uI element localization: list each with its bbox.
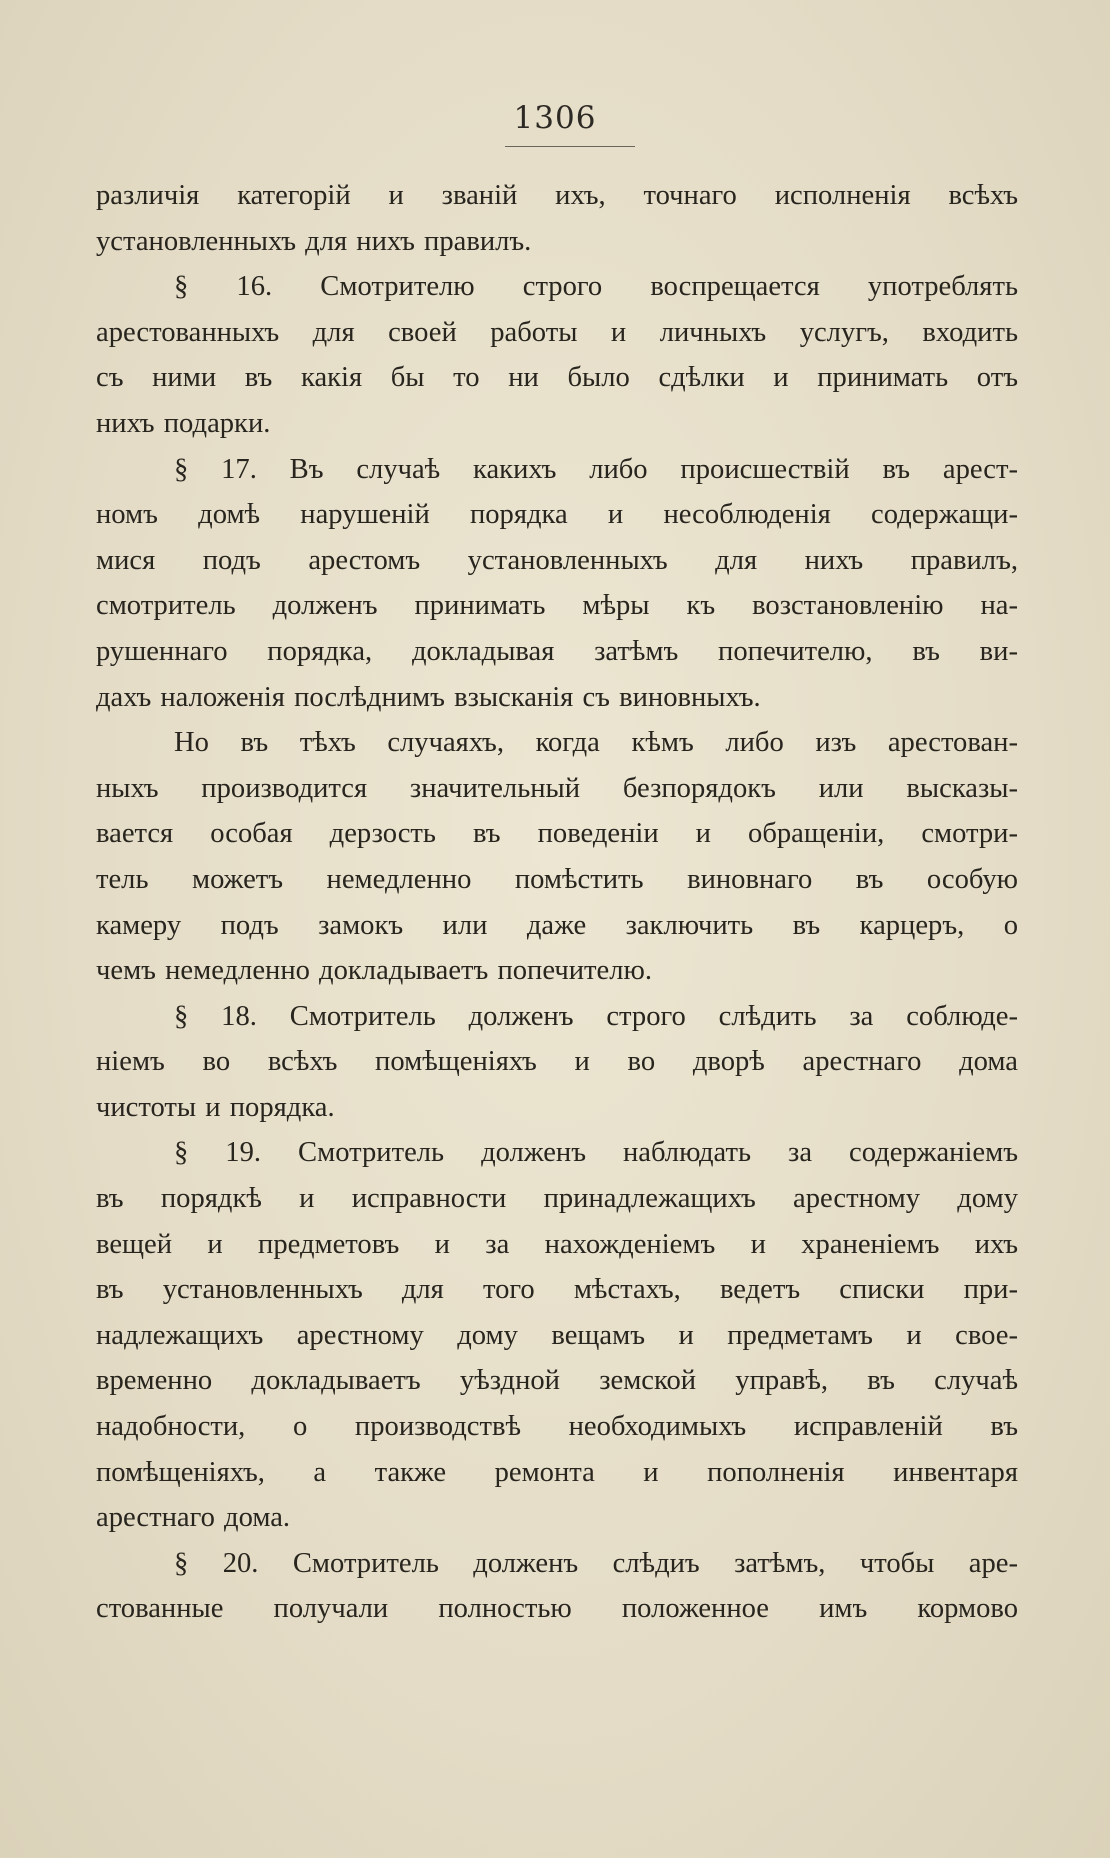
- text-line: различія категорій и званій ихъ, точнаго исполненія всѣхъ: [96, 180, 1018, 211]
- text-line: арестнаго дома.: [96, 1502, 291, 1534]
- text-line: арестованныхъ для своей работы и личныхъ услугъ, входить: [96, 316, 1018, 348]
- text-line: § 20. Смотритель долженъ слѣдиъ затѣмъ, чтобы аре-: [174, 1547, 1018, 1579]
- text-line: § 16. Смотрителю строго воспрещается употреблять: [174, 271, 1018, 303]
- text-line: чистоты и порядка.: [96, 1091, 335, 1123]
- text-line: стованные получали полностью положенное имъ кормово: [96, 1593, 1018, 1625]
- text-line: вещей и предметовъ и за нахожденіемъ и храненіемъ ихъ: [96, 1228, 1018, 1260]
- text-line: въ установленныхъ для того мѣстахъ, ведетъ списки при-: [96, 1274, 1018, 1306]
- text-line: номъ домѣ нарушеній порядка и несоблюденія содержащи-: [96, 499, 1018, 531]
- text-line: мися подъ арестомъ установленныхъ для нихъ правилъ,: [96, 544, 1018, 576]
- text-line: надобности, о производствѣ необходимыхъ исправленій въ: [96, 1411, 1018, 1443]
- text-line: смотритель долженъ принимать мѣры къ возстановленію на-: [96, 590, 1018, 622]
- text-line: камеру подъ замокъ или даже заключить въ карцеръ, о: [96, 909, 1018, 941]
- text-line: § 17. Въ случаѣ какихъ либо происшествій въ арест-: [174, 453, 1018, 485]
- text-line: помѣщеніяхъ, а также ремонта и пополненія инвентаря: [96, 1456, 1018, 1488]
- body-text: [96, 173, 1018, 1632]
- text-line: установленныхъ для нихъ правилъ.: [96, 225, 532, 257]
- text-line: съ ними въ какія бы то ни было сдѣлки и принимать отъ: [96, 362, 1018, 394]
- text-line: вается особая дерзость въ поведеніи и обращеніи, смотри-: [96, 818, 1018, 850]
- text-line: § 18. Смотритель долженъ строго слѣдить за соблюде-: [174, 1000, 1018, 1032]
- text-line: Но въ тѣхъ случаяхъ, когда кѣмъ либо изъ арестован-: [174, 727, 1018, 759]
- text-line: рушеннаго порядка, докладывая затѣмъ попечителю, въ ви-: [96, 635, 1018, 667]
- text-line: нихъ подарки.: [96, 407, 271, 439]
- header-rule: [505, 146, 635, 147]
- text-line: чемъ немедленно докладываетъ попечителю.: [96, 955, 652, 987]
- text-line: § 19. Смотритель долженъ наблюдать за содержаніемъ: [174, 1137, 1018, 1169]
- text-line: дахъ наложенія послѣднимъ взысканія съ виновныхъ.: [96, 681, 761, 713]
- text-line: ныхъ производится значительный безпорядокъ или высказы-: [96, 772, 1018, 804]
- text-line: временно докладываетъ уѣздной земской управѣ, въ случаѣ: [96, 1365, 1018, 1397]
- text-line: ніемъ во всѣхъ помѣщеніяхъ и во дворѣ арестнаго дома: [96, 1046, 1018, 1078]
- text-line: въ порядкѣ и исправности принадлежащихъ арестному дому: [96, 1183, 1018, 1215]
- text-line: надлежащихъ арестному дому вещамъ и предметамъ и свое-: [96, 1319, 1018, 1351]
- page-number: 1306: [513, 100, 597, 136]
- text-line: тель можетъ немедленно помѣстить виновнаго въ особую: [96, 863, 1018, 895]
